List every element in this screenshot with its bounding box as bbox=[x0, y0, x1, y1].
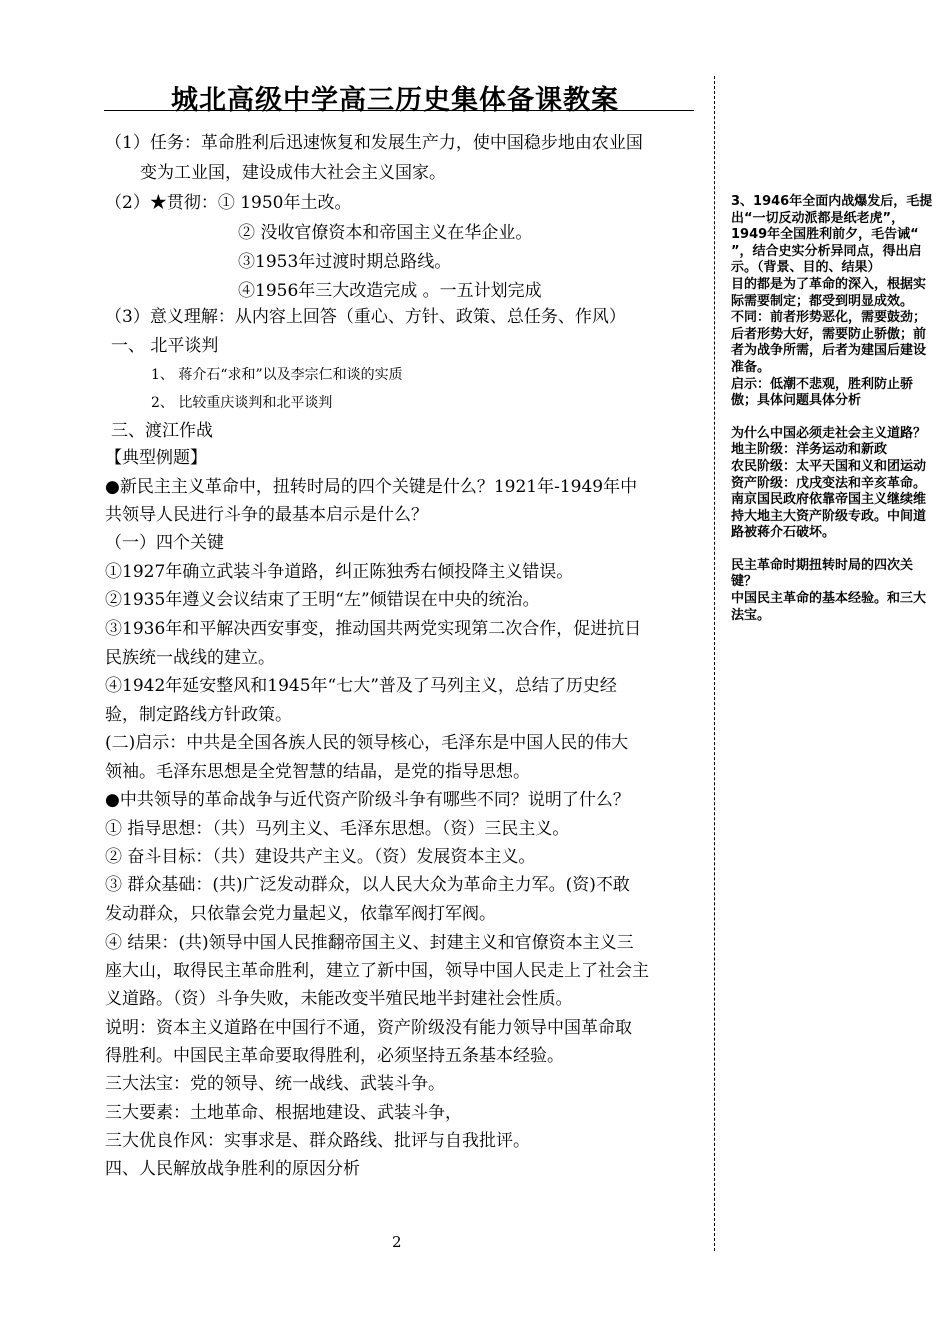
diff-result-cont-1: 座大山，取得民主革命胜利，建立了新中国，领导中国人民走上了社会主 bbox=[105, 961, 649, 981]
diff-masses-cont: 发动群众，只依靠会党力量起义，依靠军阀打军阀。 bbox=[105, 904, 496, 924]
question-2: ●中共领导的革命战争与近代资产阶级斗争有哪些不同？说明了什么？ bbox=[105, 790, 630, 810]
implement-line: （2）★贯彻：① 1950年土改。 bbox=[105, 193, 352, 213]
implement-item-4: ④1956年三大改造完成 。一五计划完成 bbox=[238, 281, 542, 301]
section-beiping: 一、 北平谈判 bbox=[111, 336, 219, 356]
note-difference: 不同：前者形势恶化，需要鼓劲；后者形势大好，需要防止骄傲；前者为战争所需，后者为建国后建设准备。 bbox=[731, 310, 927, 375]
explanation-cont: 得胜利。中国民主革命要取得胜利，必须坚持五条基本经验。 bbox=[105, 1046, 564, 1066]
implement-item-2: ② 没收官僚资本和帝国主义在华企业。 bbox=[238, 223, 533, 243]
task-line-cont: 变为工业国，建设成伟大社会主义国家。 bbox=[140, 163, 446, 183]
enlightenment: (二)启示：中共是全国各族人民的领导核心，毛泽东是中国人民的伟大 bbox=[105, 733, 629, 753]
key-3: ③1936年和平解决西安事变，推动国共两党实现第二次合作，促进抗日 bbox=[105, 619, 642, 639]
margin-divider bbox=[714, 76, 715, 1251]
note-question-3: 3、1946年全面内战爆发后，毛提出“一切反动派都是纸老虎”，1949年全国胜利前夕，毛告诫“ ”，结合史实分析异同点，得出启示。（背景、目的、结果） bbox=[731, 194, 933, 276]
section-crossing: 三、渡江作战 bbox=[111, 421, 213, 441]
four-keys-heading: （一）四个关键 bbox=[105, 533, 224, 553]
implement-item-3: ③1953年过渡时期总路线。 bbox=[238, 252, 452, 272]
note-why-socialism: 为什么中国必须走社会主义道路？ bbox=[731, 425, 927, 441]
explanation: 说明：资本主义道路在中国行不通，资产阶级没有能力领导中国革命取 bbox=[105, 1018, 632, 1038]
diff-masses: ③ 群众基础：(共)广泛发动群众，以人民大众为革命主力军。(资)不敢 bbox=[105, 875, 630, 895]
page-number: 2 bbox=[392, 1233, 402, 1251]
page-title: 城北高级中学高三历史集体备课教案 bbox=[171, 85, 619, 116]
key-2: ②1935年遵义会议结束了王明“左”倾错误在中央的统治。 bbox=[105, 590, 540, 610]
example-heading: 【典型例题】 bbox=[105, 448, 207, 468]
margin-notes bbox=[731, 194, 936, 624]
three-magic-weapons: 三大法宝：党的领导、统一战线、武装斗争。 bbox=[105, 1074, 445, 1094]
meaning-line: （3）意义理解：从内容上回答（重心、方针、政策、总任务、作风） bbox=[105, 307, 626, 327]
note-purpose: 目的都是为了革命的深入，根据实际需要制定；都受到明显成效。 bbox=[731, 276, 927, 309]
three-styles: 三大优良作风：实事求是、群众路线、批评与自我批评。 bbox=[105, 1131, 530, 1151]
note-four-keys: 民主革命时期扭转时局的四次关键？ bbox=[731, 557, 914, 590]
section-victory-reasons: 四、人民解放战争胜利的原因分析 bbox=[105, 1159, 360, 1179]
diff-result-cont-2: 义道路。（资）斗争失败，未能改变半殖民地半封建社会性质。 bbox=[105, 989, 573, 1009]
three-elements: 三大要素：土地革命、根据地建设、武装斗争， bbox=[105, 1103, 462, 1123]
title-underline bbox=[104, 110, 694, 111]
diff-goal: ② 奋斗目标：（共）建设共产主义。（资）发展资本主义。 bbox=[105, 847, 536, 867]
note-nanjing: 南京国民政府依靠帝国主义继续维持大地主大资产阶级专政。中间道路被蒋介石破坏。 bbox=[731, 492, 927, 541]
beiping-item-2: 2、 比较重庆谈判和北平谈判 bbox=[151, 395, 333, 411]
note-basic-experience: 中国民主革命的基本经验。和三大法宝。 bbox=[731, 591, 927, 623]
enlightenment-cont: 领袖。毛泽东思想是全党智慧的结晶，是党的指导思想。 bbox=[105, 762, 530, 782]
note-enlightenment: 启示：低潮不悲观，胜利防止骄傲；具体问题具体分析 bbox=[731, 376, 914, 409]
question-1-cont: 共领导人民进行斗争的最基本启示是什么？ bbox=[105, 505, 428, 525]
task-line: （1）任务：革命胜利后迅速恢复和发展生产力，使中国稳步地由农业国 bbox=[105, 133, 643, 153]
key-4-cont: 验，制定路线方针政策。 bbox=[105, 705, 292, 725]
beiping-item-1: 1、 蒋介石“求和”以及李宗仁和谈的实质 bbox=[151, 367, 403, 383]
key-1: ①1927年确立武装斗争道路，纠正陈独秀右倾投降主义错误。 bbox=[105, 562, 574, 582]
note-landlord: 地主阶级：洋务运动和新政 bbox=[731, 442, 888, 458]
question-1: ●新民主主义革命中，扭转时局的四个关键是什么？1921年-1949年中 bbox=[105, 477, 638, 497]
note-peasant: 农民阶级：太平天国和义和团运动 bbox=[731, 458, 927, 474]
key-4: ④1942年延安整风和1945年“七大”普及了马列主义，总结了历史经 bbox=[105, 676, 617, 696]
diff-result: ④ 结果：(共)领导中国人民推翻帝国主义、封建主义和官僚资本主义三 bbox=[105, 933, 634, 953]
key-3-cont: 民族统一战线的建立。 bbox=[105, 648, 275, 668]
diff-guiding: ① 指导思想：（共）马列主义、毛泽东思想。（资）三民主义。 bbox=[105, 819, 570, 839]
note-bourgeois: 资产阶级：戊戌变法和辛亥革命。 bbox=[731, 475, 927, 491]
